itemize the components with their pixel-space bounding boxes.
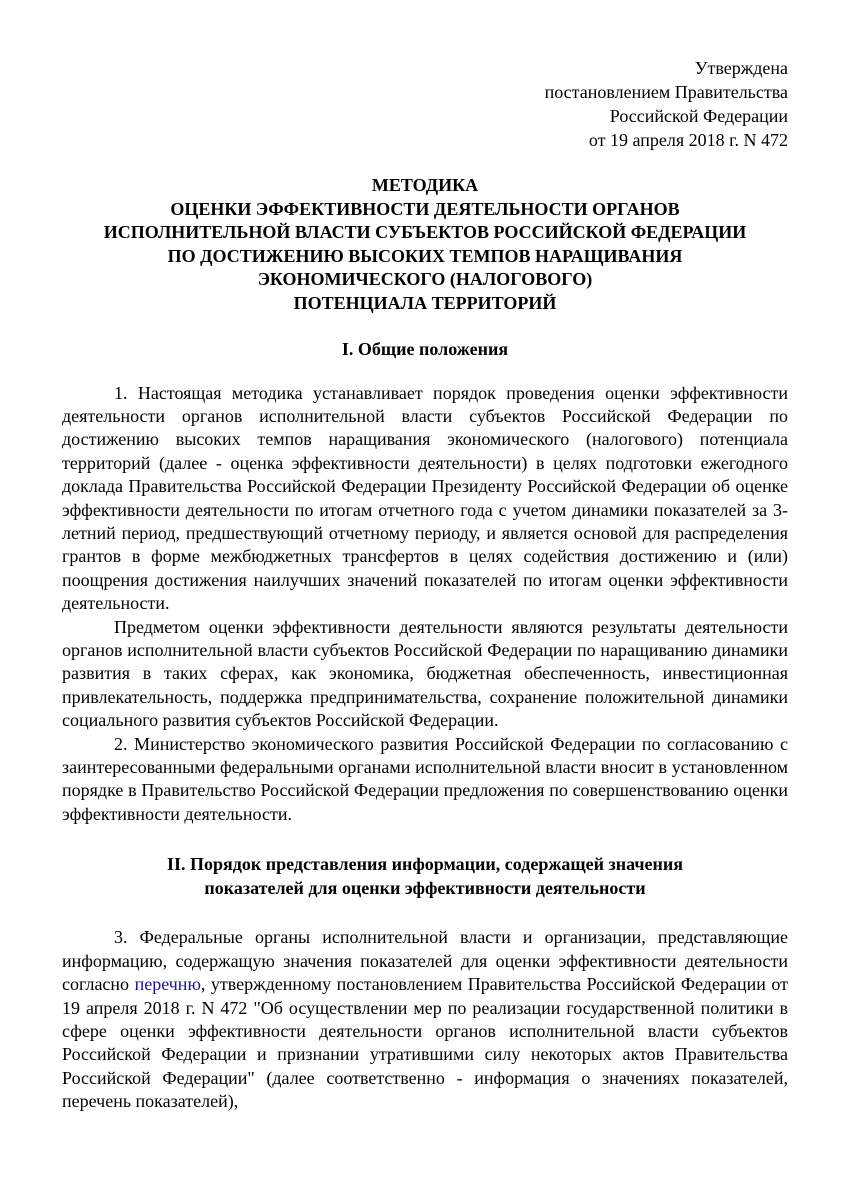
approval-line: Российской Федерации xyxy=(609,106,788,126)
approval-line: Утверждена xyxy=(694,58,788,78)
paragraph-text: 3. Федеральные органы исполнительной власти и организации, представляющие информацию, содержащую значения показателей для оценки эффективности деятельности согласно xyxy=(62,927,788,995)
title-line: ОЦЕНКИ ЭФФЕКТИВНОСТИ ДЕЯТЕЛЬНОСТИ ОРГАНОВ xyxy=(170,198,680,219)
approval-line: постановлением Правительства xyxy=(544,82,788,102)
paragraph xyxy=(62,926,788,1113)
section-heading-line: II. Порядок представления информации, содержащей значения xyxy=(167,854,683,875)
paragraph: 2. Министерство экономического развития Российской Федерации по согласованию с заинтересованными федеральными органами исполнительной власти вносит в установленном порядке в Правительство Российской Федерации предложения по совершенствованию оценки эффективности деятельности. xyxy=(62,733,788,824)
title-line: ПО ДОСТИЖЕНИЮ ВЫСОКИХ ТЕМПОВ НАРАЩИВАНИЯ xyxy=(167,245,683,266)
list-link[interactable]: перечню xyxy=(134,974,201,995)
title-line: ИСПОЛНИТЕЛЬНОЙ ВЛАСТИ СУБЪЕКТОВ РОССИЙСКОЙ ФЕДЕРАЦИИ xyxy=(103,222,747,243)
section-heading-line: показателей для оценки эффективности деятельности xyxy=(204,878,646,899)
document-page xyxy=(62,56,788,1114)
paragraph-text: , утвержденному постановлением Правительства Российской Федерации от 19 апреля 2018 г. N 472 "Об осуществлении мер по реализации государственной политики в сфере оценки эффективности деятельности органов исполнительной власти субъектов Российской Федерации и признании утратившими силу некоторых актов Правительства Российской Федерации" (далее соответственно - информация о значениях показателей, перечень показателей), xyxy=(62,974,788,1112)
section-heading: I. Общие положения xyxy=(341,338,509,359)
document-title xyxy=(62,174,788,316)
approval-block xyxy=(62,56,788,152)
paragraph: 1. Настоящая методика устанавливает порядок проведения оценки эффективности деятельности органов исполнительной власти субъектов Российской Федерации по достижению высоких темпов наращивания экономического (налогового) потенциала территорий (далее - оценка эффективности деятельности) в целях подготовки ежегодного доклада Правительства Российской Федерации Президенту Российской Федерации об оценке эффективности деятельности по итогам отчетного года с учетом динамики показателей за 3-летний период, предшествующий отчетному периоду, и является основой для распределения грантов в форме межбюджетных трансфертов в целях содействия достижению и (или) поощрения достижения наилучших значений показателей по итогам оценки эффективности деятельности. xyxy=(62,382,788,614)
title-line: МЕТОДИКА xyxy=(371,175,479,195)
paragraph: Предметом оценки эффективности деятельности являются результаты деятельности органов исполнительной власти субъектов Российской Федерации по наращиванию динамики развития в таких сферах, как экономика, бюджетная обеспеченность, инвестиционная привлекательность, поддержка предпринимательства, сохранение положительной динамики социального развития субъектов Российской Федерации. xyxy=(62,616,788,731)
approval-date: от 19 апреля 2018 г. N 472 xyxy=(588,130,788,150)
title-line: ЭКОНОМИЧЕСКОГО (НАЛОГОВОГО) xyxy=(257,269,593,290)
section-heading xyxy=(62,852,788,900)
title-line: ПОТЕНЦИАЛА ТЕРРИТОРИЙ xyxy=(293,292,557,313)
